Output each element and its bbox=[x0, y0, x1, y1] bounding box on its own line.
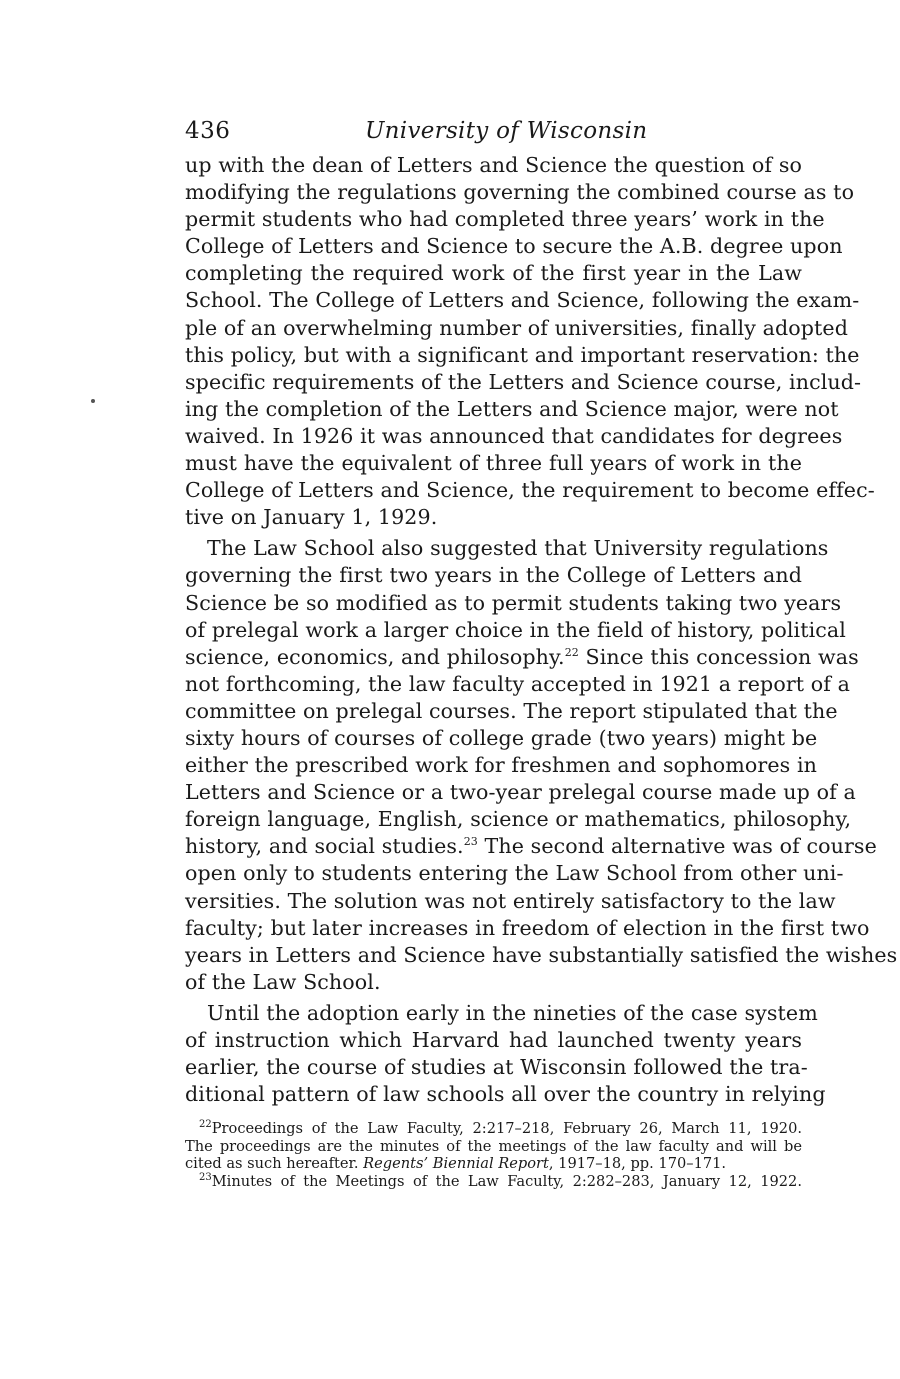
text-segment: The second alternative was of course bbox=[477, 834, 877, 859]
footnote-22 bbox=[185, 1120, 802, 1173]
paragraph-1 bbox=[185, 152, 875, 531]
footnote-line bbox=[185, 1120, 802, 1138]
text-line: faculty; but later increases in freedom of election in the first two bbox=[185, 915, 870, 940]
text-line: School. The College of Letters and Science, following the exam- bbox=[185, 288, 860, 313]
page-speck bbox=[91, 399, 95, 403]
text-line: must have the equivalent of three full years of work in the bbox=[185, 451, 802, 476]
text-line: College of Letters and Science to secure the A.B. degree upon bbox=[185, 234, 843, 259]
text-line: earlier, the course of studies at Wisconsin followed the tra- bbox=[185, 1055, 808, 1080]
text-line: ing the completion of the Letters and Science major, were not bbox=[185, 396, 839, 421]
text-segment: Since this concession was bbox=[578, 644, 859, 669]
footnote-line: The proceedings are the minutes of the meetings of the law faculty and will be bbox=[185, 1137, 802, 1155]
footnote-citation-title: Regents’ Biennial Report bbox=[363, 1155, 549, 1173]
text-line: ple of an overwhelming number of universities, finally adopted bbox=[185, 315, 849, 340]
footnotes bbox=[185, 1120, 802, 1190]
text-line: Science be so modified as to permit students taking two years bbox=[185, 590, 842, 615]
text-line: committee on prelegal courses. The report stipulated that the bbox=[185, 698, 838, 723]
page-number: 436 bbox=[185, 118, 231, 144]
text-line: Letters and Science or a two-year prelegal course made up of a bbox=[185, 780, 856, 805]
text-line: this policy, but with a significant and important reservation: the bbox=[185, 342, 860, 367]
running-title: University of Wisconsin bbox=[365, 118, 648, 144]
text-line: College of Letters and Science, the requirement to become effec- bbox=[185, 478, 875, 503]
footnote-text: Minutes of the Meetings of the Law Faculty, 2:282–283, January 12, 1922. bbox=[211, 1172, 802, 1190]
text-line: sixty hours of courses of college grade (two years) might be bbox=[185, 725, 818, 750]
text-line: up with the dean of Letters and Science the question of so bbox=[185, 153, 802, 177]
text-line: permit students who had completed three years’ work in the bbox=[185, 207, 825, 232]
text-line: completing the required work of the first year in the Law bbox=[185, 261, 802, 286]
text-line: modifying the regulations governing the combined course as to bbox=[185, 180, 855, 205]
footnote-ref-23[interactable]: 23 bbox=[463, 835, 478, 849]
text-line: waived. In 1926 it was announced that candidates for degrees bbox=[185, 423, 843, 448]
footnote-ref-22[interactable]: 22 bbox=[564, 645, 579, 659]
text-line: tive on January 1, 1929. bbox=[185, 505, 438, 530]
footnote-marker: 23 bbox=[199, 1171, 212, 1183]
text-line: of instruction which Harvard had launched twenty years bbox=[185, 1028, 802, 1052]
text-segment: science, economics, and philosophy. bbox=[185, 644, 565, 669]
footnote-marker: 22 bbox=[199, 1119, 212, 1131]
text-segment: history, and social studies. bbox=[185, 834, 464, 859]
text-line: ditional pattern of law schools all over the country in relying bbox=[185, 1082, 826, 1107]
text-line: governing the first two years in the College of Letters and bbox=[185, 563, 802, 588]
paragraph-3 bbox=[185, 1000, 826, 1108]
footnote-line bbox=[185, 1155, 802, 1173]
text-line-with-note bbox=[185, 644, 859, 671]
text-line: Until the adoption early in the nineties of the case system bbox=[207, 1000, 818, 1025]
text-line: versities. The solution was not entirely satisfactory to the law bbox=[185, 888, 836, 913]
paragraph-2 bbox=[185, 535, 898, 996]
text-line: of prelegal work a larger choice in the field of history, political bbox=[185, 617, 846, 642]
body-text bbox=[185, 152, 898, 1108]
footnote-text: cited as such hereafter. bbox=[185, 1155, 364, 1173]
text-line: open only to students entering the Law School from other uni- bbox=[185, 861, 844, 886]
text-line: not forthcoming, the law faculty accepted in 1921 a report of a bbox=[185, 671, 851, 696]
text-line: years in Letters and Science have substantially satisfied the wishes bbox=[185, 942, 898, 967]
footnote-23 bbox=[185, 1173, 802, 1191]
footnote-text: Proceedings of the Law Faculty, 2:217–218, February 26, March 11, 1920. bbox=[211, 1120, 802, 1138]
text-line: specific requirements of the Letters and Science course, includ- bbox=[185, 369, 862, 394]
running-head bbox=[185, 112, 802, 152]
text-line: either the prescribed work for freshmen and sophomores in bbox=[185, 753, 818, 778]
text-line-with-note bbox=[185, 833, 877, 860]
book-page bbox=[185, 112, 898, 1190]
footnote-text: , 1917–18, pp. 170–171. bbox=[548, 1155, 727, 1173]
text-line: foreign language, English, science or mathematics, philosophy, bbox=[185, 807, 852, 832]
footnote-line bbox=[185, 1173, 802, 1191]
text-line: The Law School also suggested that University regulations bbox=[207, 536, 829, 561]
text-line: of the Law School. bbox=[185, 969, 381, 994]
